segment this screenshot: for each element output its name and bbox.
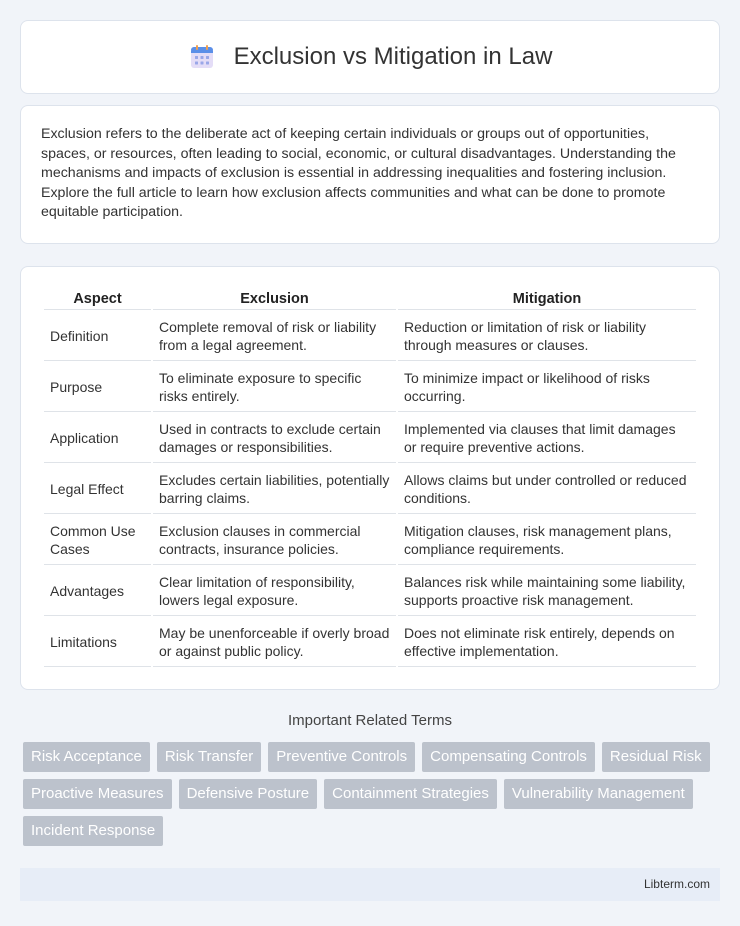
tag-risk-transfer[interactable]: Risk Transfer [157,742,261,772]
row-exclusion: Excludes certain liabilities, potentially barring claims. [153,463,396,514]
row-mitigation: Implemented via clauses that limit damages or require preventive actions. [398,412,696,463]
row-aspect: Definition [44,310,151,361]
row-mitigation: Mitigation clauses, risk management plans, compliance requirements. [398,514,696,565]
row-mitigation: Reduction or limitation of risk or liability through measures or clauses. [398,310,696,361]
table-header-row [44,288,696,310]
row-exclusion: Exclusion clauses in commercial contracts, insurance policies. [153,514,396,565]
footer [20,868,720,901]
header-exclusion: Exclusion [153,288,396,310]
table-row [44,361,696,412]
row-exclusion: Clear limitation of responsibility, lowers legal exposure. [153,565,396,616]
row-exclusion: Complete removal of risk or liability from a legal agreement. [153,310,396,361]
tag-defensive-posture[interactable]: Defensive Posture [179,779,318,809]
row-mitigation: To minimize impact or likelihood of risks occurring. [398,361,696,412]
row-aspect: Purpose [44,361,151,412]
tag-compensating-controls[interactable]: Compensating Controls [422,742,595,772]
row-exclusion: May be unenforceable if overly broad or against public policy. [153,616,396,667]
table-row [44,310,696,361]
row-aspect: Limitations [44,616,151,667]
page-header [20,20,720,94]
table-row [44,616,696,667]
related-terms-list [20,742,720,846]
tag-residual-risk[interactable]: Residual Risk [602,742,710,772]
tag-preventive-controls[interactable]: Preventive Controls [268,742,415,772]
tag-vulnerability-management[interactable]: Vulnerability Management [504,779,693,809]
row-mitigation: Allows claims but under controlled or reduced conditions. [398,463,696,514]
table-row [44,565,696,616]
row-mitigation: Balances risk while maintaining some liability, supports proactive risk management. [398,565,696,616]
row-exclusion: Used in contracts to exclude certain damages or responsibilities. [153,412,396,463]
related-terms-title: Important Related Terms [288,711,452,729]
calendar-icon [188,43,216,71]
row-aspect: Common Use Cases [44,514,151,565]
comparison-card [20,266,720,690]
row-aspect: Advantages [44,565,151,616]
row-aspect: Application [44,412,151,463]
table-row [44,463,696,514]
table-row [44,514,696,565]
row-aspect: Legal Effect [44,463,151,514]
intro-card [20,105,720,244]
tag-proactive-measures[interactable]: Proactive Measures [23,779,172,809]
header-aspect: Aspect [44,288,151,310]
page-title: Exclusion vs Mitigation in Law [233,43,553,70]
row-exclusion: To eliminate exposure to specific risks entirely. [153,361,396,412]
tag-incident-response[interactable]: Incident Response [23,816,163,846]
comparison-table [42,288,698,667]
table-row [44,412,696,463]
intro-text: Exclusion refers to the deliberate act of keeping certain individuals or groups out of opportunities, spaces, or resources, often leading to social, economic, or cultural disadvantages. Understanding the mechanisms and impacts of exclusion is essential in addressing inequalities and fostering inclusion. Explore the full article to learn how exclusion affects communities and what can be done to promote equitable participation. [41,126,676,221]
tag-containment-strategies[interactable]: Containment Strategies [324,779,497,809]
tag-risk-acceptance[interactable]: Risk Acceptance [23,742,150,772]
header-mitigation: Mitigation [398,288,696,310]
row-mitigation: Does not eliminate risk entirely, depends on effective implementation. [398,616,696,667]
footer-site-link[interactable]: Libterm.com [643,877,710,892]
